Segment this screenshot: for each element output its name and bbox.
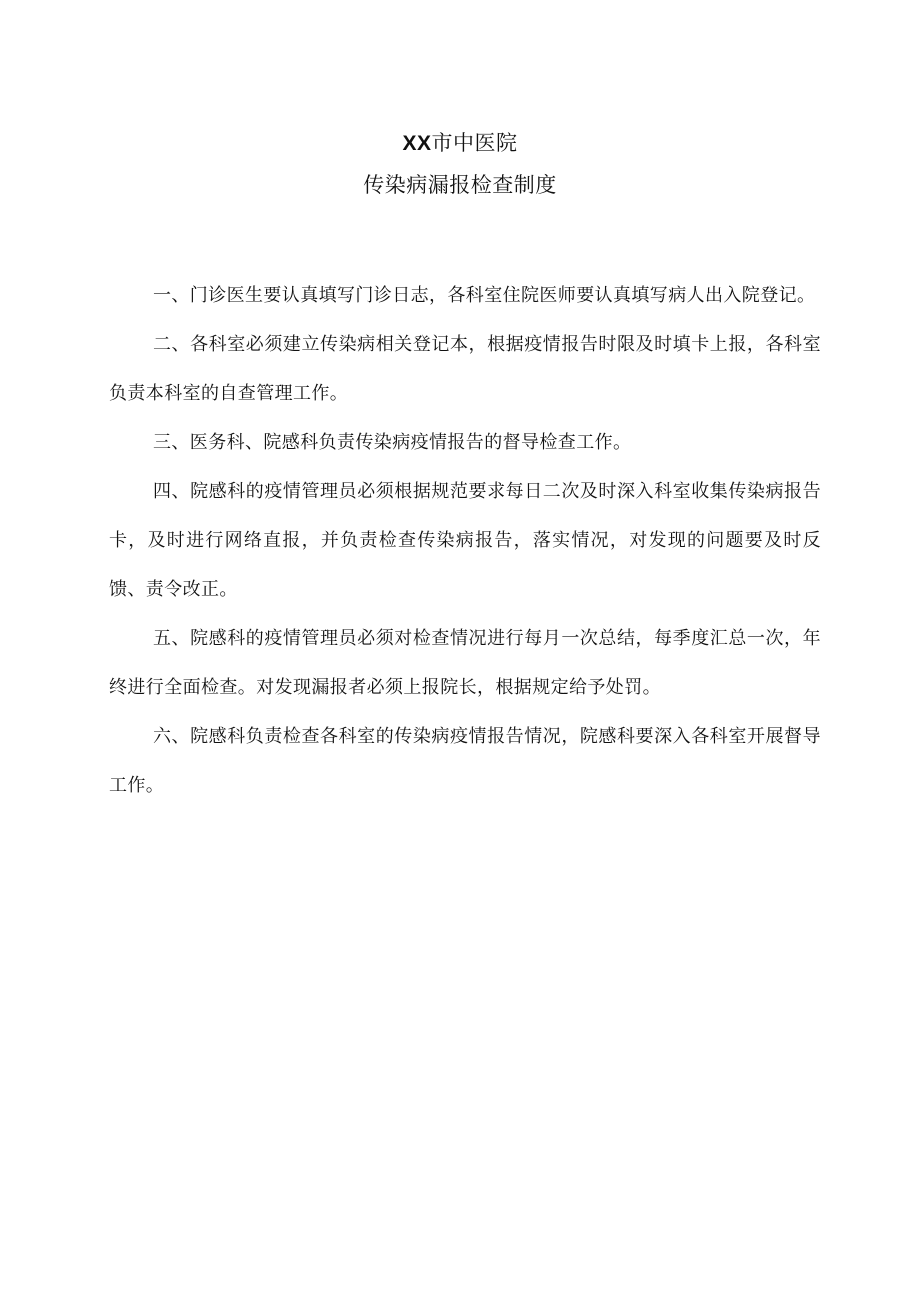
document-subtitle: 传染病漏报检查制度 bbox=[363, 173, 557, 197]
paragraph-6: 六、院感科负责检查各科室的传染病疫情报告情况，院感科要深入各科室开展督导工作。 bbox=[109, 726, 821, 796]
title-org: 市中医院 bbox=[431, 131, 518, 155]
document-body bbox=[109, 271, 821, 810]
paragraph-5: 五、院感科的疫情管理员必须对检查情况进行每月一次总结，每季度汇总一次，年终进行全面检查。对发现漏报者必须上报院长，根据规定给予处罚。 bbox=[109, 628, 821, 698]
paragraph-2: 二、各科室必须建立传染病相关登记本，根据疫情报告时限及时填卡上报，各科室负责本科室的自查管理工作。 bbox=[109, 334, 821, 404]
paragraph-3: 三、医务科、院感科负责传染病疫情报告的督导检查工作。 bbox=[153, 432, 632, 453]
title-block bbox=[0, 126, 920, 203]
paragraph-4: 四、院感科的疫情管理员必须根据规范要求每日二次及时深入科室收集传染病报告卡，及时进行网络直报，并负责检查传染病报告，落实情况，对发现的问题要及时反馈、责令改正。 bbox=[109, 481, 821, 600]
paragraph-1: 一、门诊医生要认真填写门诊日志，各科室住院医师要认真填写病人出入院登记。 bbox=[153, 285, 816, 306]
title-prefix: XX bbox=[402, 132, 432, 155]
document-title bbox=[0, 126, 920, 161]
